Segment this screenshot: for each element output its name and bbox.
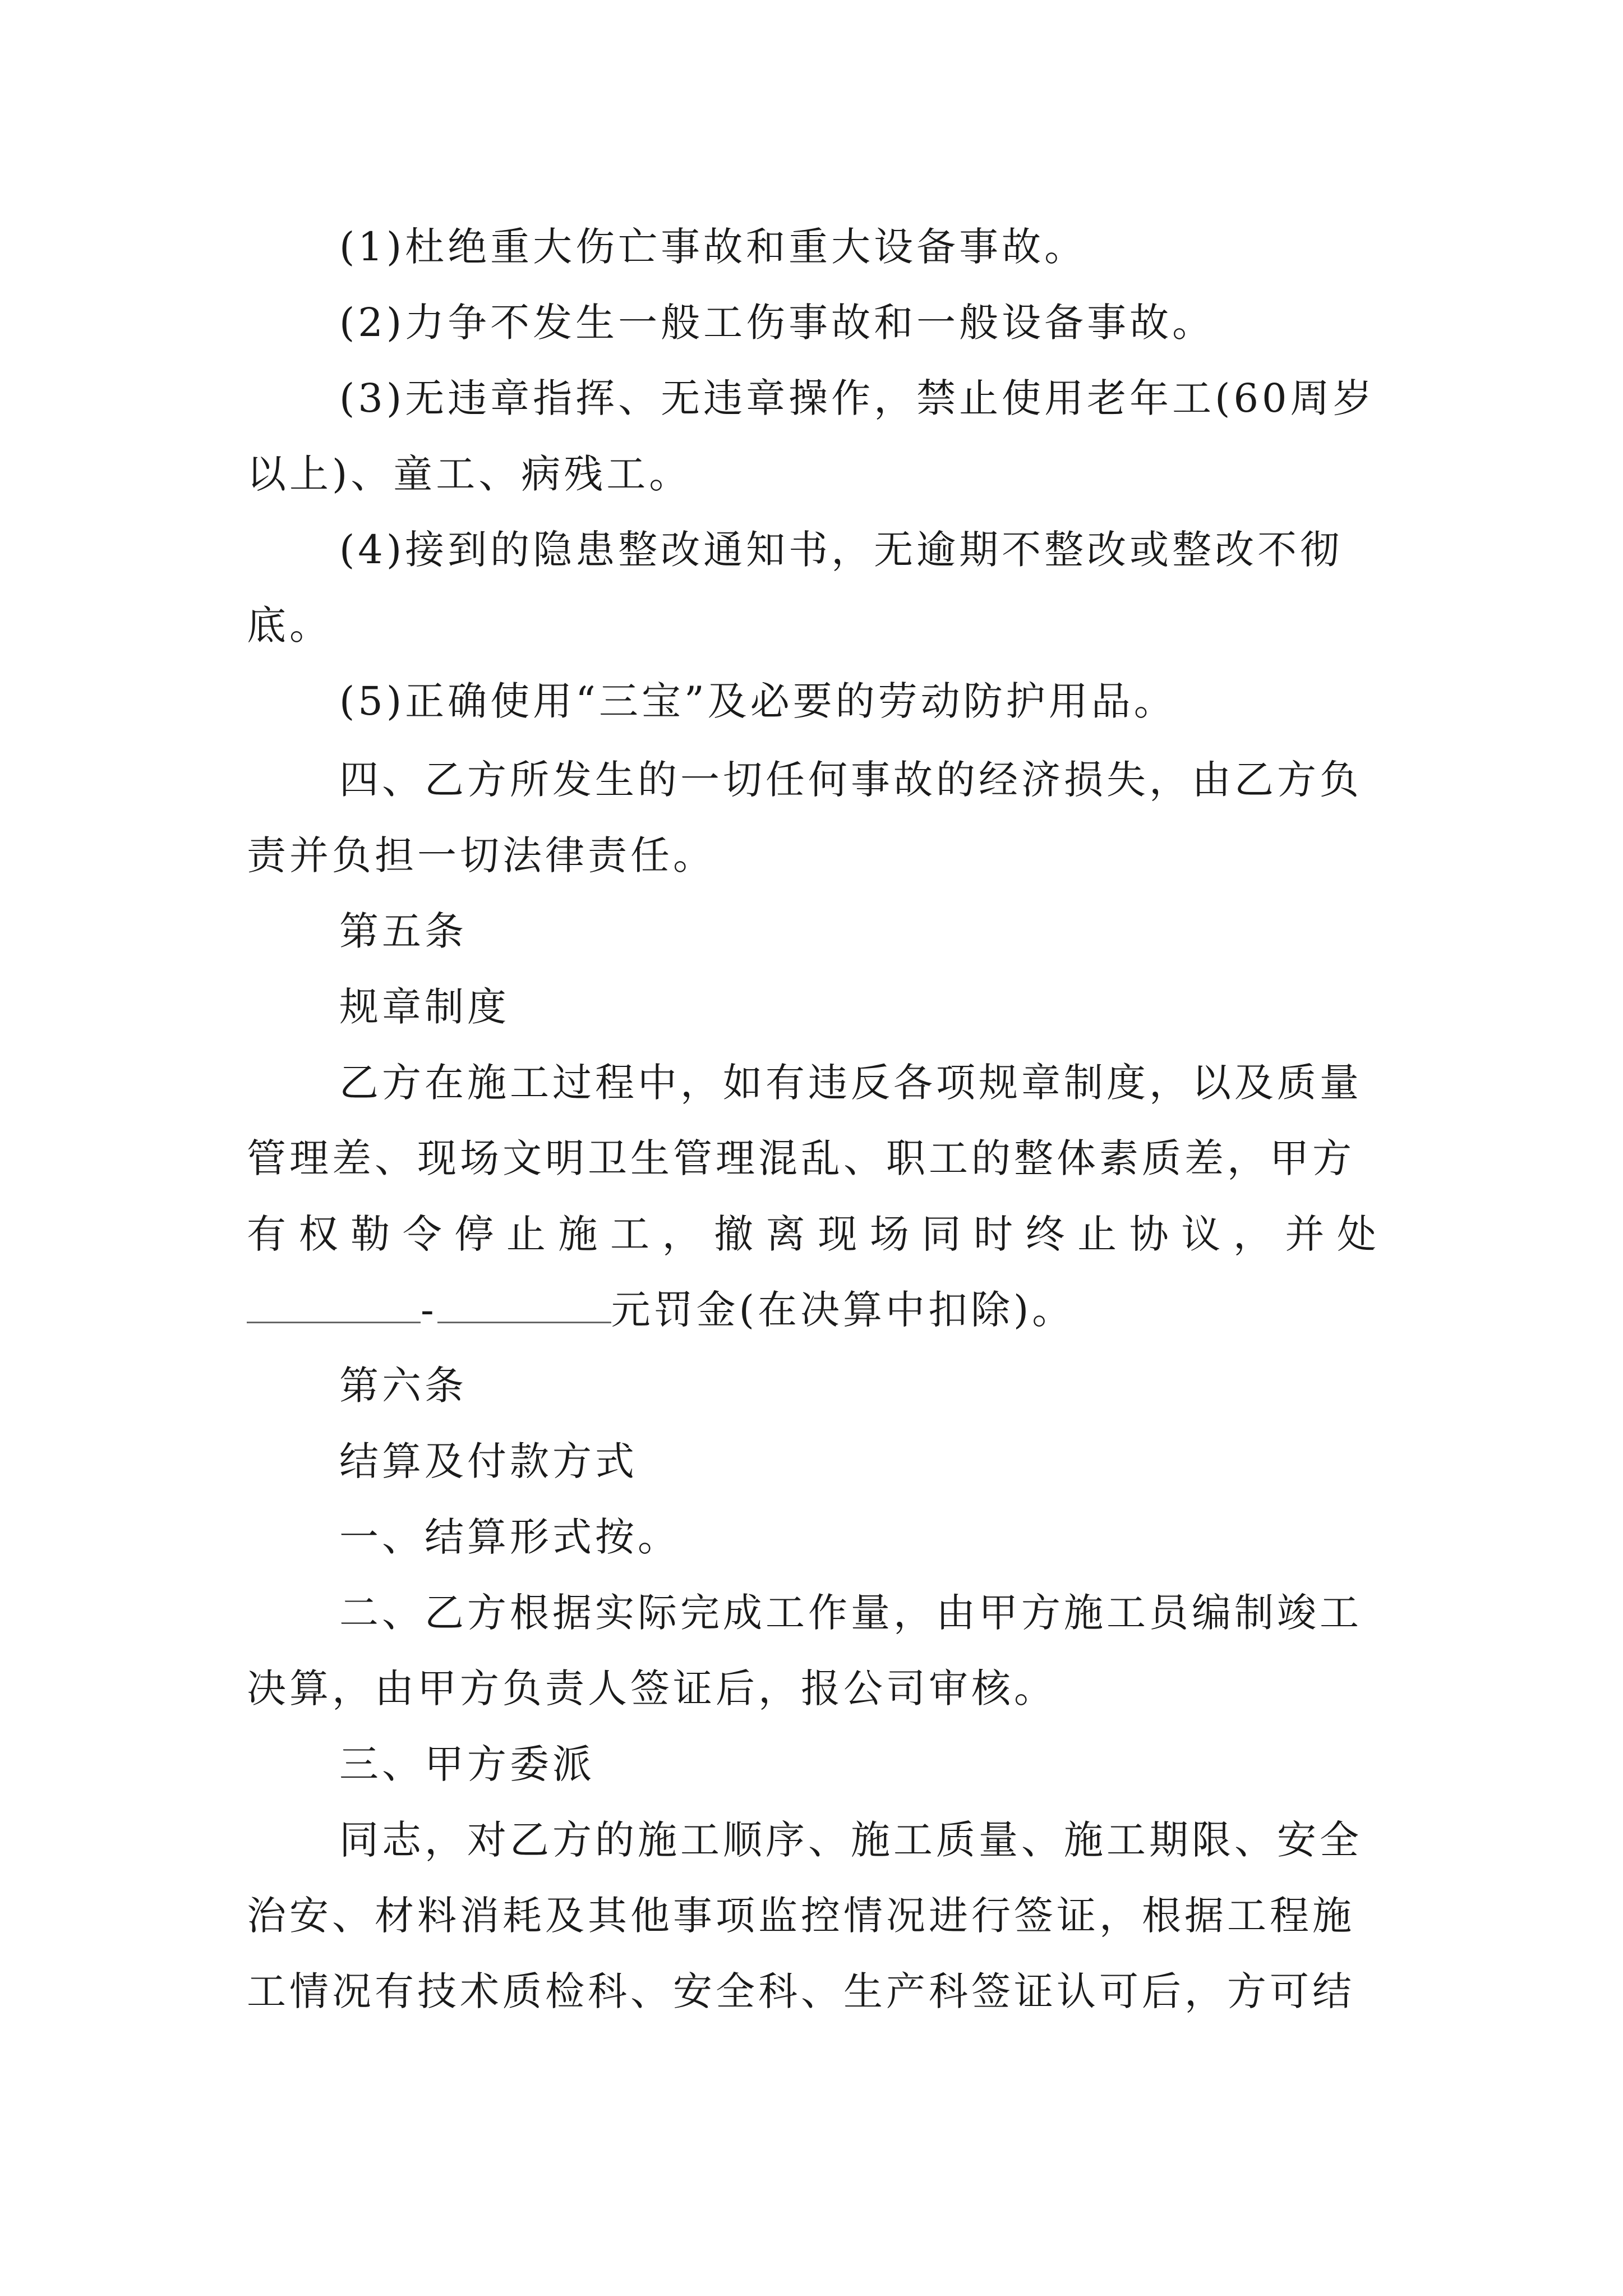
- paragraph-line: 一、结算形式按。: [339, 1514, 680, 1560]
- paragraph-line: 乙方在施工过程中，如有违反各项规章制度，以及质量: [339, 1060, 1362, 1106]
- paragraph-line: (5)正确使用“三宝”及必要的劳动防护用品。: [339, 678, 1177, 724]
- paragraph-line: (3)无违章指挥、无违章操作，禁止使用老年工(60周岁: [339, 375, 1376, 421]
- paragraph-line: 三、甲方委派: [339, 1741, 595, 1787]
- fine-range-separator: -: [421, 1287, 437, 1333]
- paragraph-line: 治安、材料消耗及其他事项监控情况进行签证，根据工程施: [247, 1893, 1355, 1939]
- paragraph-line: 有权勒令停止施工，撤离现场同时终止协议，并处: [247, 1211, 1380, 1257]
- section-heading: 第五条: [339, 908, 467, 954]
- paragraph-line: 二、乙方根据实际完成工作量，由甲方施工员编制竣工: [339, 1590, 1362, 1636]
- fine-line: [247, 1282, 1380, 1338]
- paragraph-line: (2)力争不发生一般工伤事故和一般设备事故。: [339, 300, 1215, 346]
- section-title: 规章制度: [339, 984, 510, 1030]
- section-title: 结算及付款方式: [339, 1438, 638, 1484]
- paragraph-line: 工情况有技术质检科、安全科、生产科签证认可后，方可结: [247, 1968, 1355, 2014]
- paragraph-line: 责并负担一切法律责任。: [247, 832, 716, 878]
- paragraph-line: 以上)、童工、病残工。: [247, 451, 692, 497]
- fine-max-blank[interactable]: [437, 1282, 611, 1323]
- paragraph-line: 四、乙方所发生的一切任何事故的经济损失，由乙方负: [339, 757, 1362, 803]
- paragraph-line: 管理差、现场文明卫生管理混乱、职工的整体素质差，甲方: [247, 1135, 1355, 1181]
- paragraph-line: (1)杜绝重大伤亡事故和重大设备事故。: [339, 224, 1087, 270]
- paragraph-line: 决算，由甲方负责人签证后，报公司审核。: [247, 1665, 1057, 1711]
- paragraph-line: (4)接到的隐患整改通知书，无逾期不整改或整改不彻: [339, 527, 1343, 573]
- paragraph-line: 同志，对乙方的施工顺序、施工质量、施工期限、安全: [339, 1817, 1362, 1863]
- section-heading: 第六条: [339, 1363, 467, 1409]
- fine-min-blank[interactable]: [247, 1282, 421, 1323]
- fine-text: 元罚金(在决算中扣除)。: [611, 1287, 1075, 1333]
- paragraph-line: 底。: [247, 602, 332, 648]
